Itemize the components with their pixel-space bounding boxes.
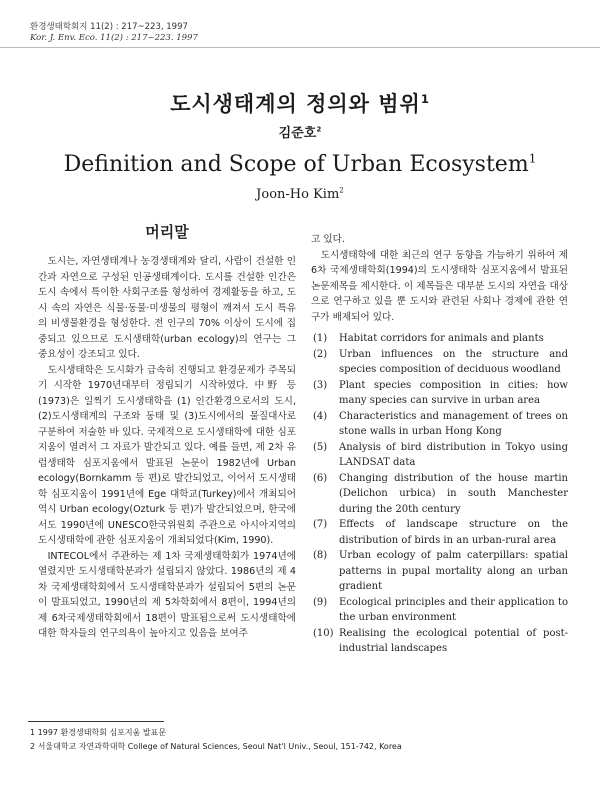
title-korean — [0, 88, 600, 118]
paragraph-intro: 도시는, 자연생태계나 농경생태계와 달리, 사람이 건설한 인간과 자연으로 구성된 인공생태계이다. 도시를 건설한 인간은 도시 속에서 특이한 사회구조를 형성하여 경제활동을 하고, 도시 속의 자연은 식물·동물·미생물의 평형이 깨져서 도시 특유의 비생물환경을 형성한다. 전 인구의 70% 이상이 도시에 집중되고 있으므로 도시생태학(urban ecology)의 연구는 그 중요성이 강조되고 있다. — [38, 256, 296, 360]
list-item-number: (2) — [313, 348, 328, 360]
list-item-text: Urban influences on the structure and species composition of deciduous woodland — [339, 348, 568, 375]
list-item — [311, 471, 568, 518]
list-item-text: Characteristics and management of trees on stone walls in urban Hong Kong — [339, 410, 568, 437]
list-item-text: Effects of landscape structure on the distribution of birds in an urban-rural area — [339, 519, 568, 546]
list-item-number: (4) — [313, 410, 328, 422]
section-heading: 머리말 — [145, 223, 189, 241]
author-korean-footnote-mark: 2 — [316, 124, 322, 134]
author-english-footnote-mark: 2 — [339, 185, 344, 195]
list-item-text: Realising the ecological potential of post-industrial landscapes — [339, 627, 568, 654]
list-item-number: (5) — [313, 441, 328, 453]
list-item-number: (6) — [313, 472, 328, 484]
list-item — [311, 347, 568, 378]
list-item-text: Ecological principles and their application to the urban environment — [339, 596, 568, 623]
title-english-text: Definition and Scope of Urban Ecosystem — [63, 152, 529, 177]
list-item — [311, 409, 568, 440]
list-item — [311, 548, 568, 595]
paragraph-history: 도시생태학은 도시화가 급속히 진행되고 환경문제가 주목되기 시작한 1970년대부터 정립되기 시작하였다. 中野 등(1973)은 일찍기 도시생태학을 (1) 인간환경으로서의 도시, (2)도시생태계의 구조와 동태 및 (3)도시에서의 물질대사로 구분하여 저술한 바 있다. 국제적으로 도시생태학에 대한 심포지움이 열려서 그 자료가 발간되고 있다. 예를 들면, 제 2차 유럽생태학 심포지움에서 발표된 논문이 1982년에 Urban ecology(Bornkamm 등 편)로 발간되었고, 이어서 도시생태학 심포지움이 1991년에 Ege 대학교(Turkey)에서 개최되어 역시 Urban ecology(Ozturk 등 편)가 발간되었으며, 한국에서도 1990년에 UNESCO한국위원회 주관으로 아시아지역의 도시생태학에 관한 심포지움이 개최되었다(Kim, 1990). — [38, 364, 296, 546]
list-item-number: (9) — [313, 596, 328, 608]
title-korean-text: 도시생태계의 정의와 범위 — [170, 92, 421, 116]
journal-citation-korean: 환경생태학회지 11(2) : 217~223, 1997 — [30, 22, 188, 32]
list-item-number: (1) — [313, 333, 328, 344]
paragraph-intecol: INTECOL에서 주관하는 제 1차 국제생태학회가 1974년에 열렸지만 도시생태학분과가 설립되지 않았다. 1986년의 제 4차 국제생태학회에서 도시생태학분과가 설립되어 5편의 논문이 발표되었고, 1990년의 제 5차학회에서 8편이, 1994년의 제 6차국제생태학회에서 18편이 발표됨으로써 도시생태학에 대한 학자들의 연구의욕이 높아지고 있음을 보여주 — [38, 550, 296, 639]
title-english — [0, 152, 600, 177]
topic-list — [311, 331, 568, 657]
left-column — [38, 222, 296, 642]
author-korean — [0, 122, 600, 141]
title-korean-footnote-mark: 1 — [420, 92, 430, 106]
list-item — [311, 440, 568, 471]
list-item — [311, 626, 568, 657]
journal-citation-english: Kor. J. Env. Eco. 11(2) : 217~223. 1997 — [30, 33, 198, 43]
footnote-rule — [28, 721, 164, 722]
author-english — [0, 187, 600, 202]
list-item-text: Habitat corridors for animals and plants — [339, 333, 544, 344]
author-english-name: Joon-Ho Kim — [256, 187, 340, 202]
footnote-2: 2 서울대학교 자연과학대학 College of Natural Sciences, Seoul Nat'l Univ., Seoul, 151-742, Korea — [30, 742, 402, 751]
header-rule — [0, 47, 600, 48]
list-item-number: (7) — [313, 519, 328, 530]
author-korean-name: 김준호 — [278, 126, 317, 141]
list-item-number: (3) — [313, 379, 328, 391]
list-item-text: Plant species composition in cities: how many species can survive in urban area — [339, 379, 568, 406]
paragraph-continuation: 고 있다. — [311, 234, 345, 245]
list-item — [311, 595, 568, 626]
paragraph-trends: 도시생태학에 대한 최근의 연구 동향을 가늠하기 위하여 제 6차 국제생태학회(1994)의 도시생태학 심포지움에서 발표된 논문제목을 제시한다. 이 제목들은 대부분 도시의 자연을 대상으로 연구하고 있을 뿐 도시와 관련된 사회나 경제에 관한 연구가 배제되어 있다. — [311, 249, 568, 323]
list-item — [311, 378, 568, 409]
list-item — [311, 517, 568, 548]
right-column — [311, 232, 568, 657]
list-item-text: Analysis of bird distribution in Tokyo using LANDSAT data — [339, 441, 568, 468]
title-english-footnote-mark: 1 — [528, 151, 537, 166]
list-item-number: (10) — [313, 627, 334, 639]
list-item — [311, 331, 568, 347]
footnote-1: 1 1997 환경생태학회 심포지움 발표문 — [30, 728, 167, 737]
list-item-text: Changing distribution of the house martin (Delichon urbica) in south Manchester during the 20th century — [339, 472, 568, 515]
list-item-number: (8) — [313, 550, 328, 561]
list-item-text: Urban ecology of palm caterpillars: spatial patterns in pupal mortality along an urban gradient — [339, 550, 568, 592]
